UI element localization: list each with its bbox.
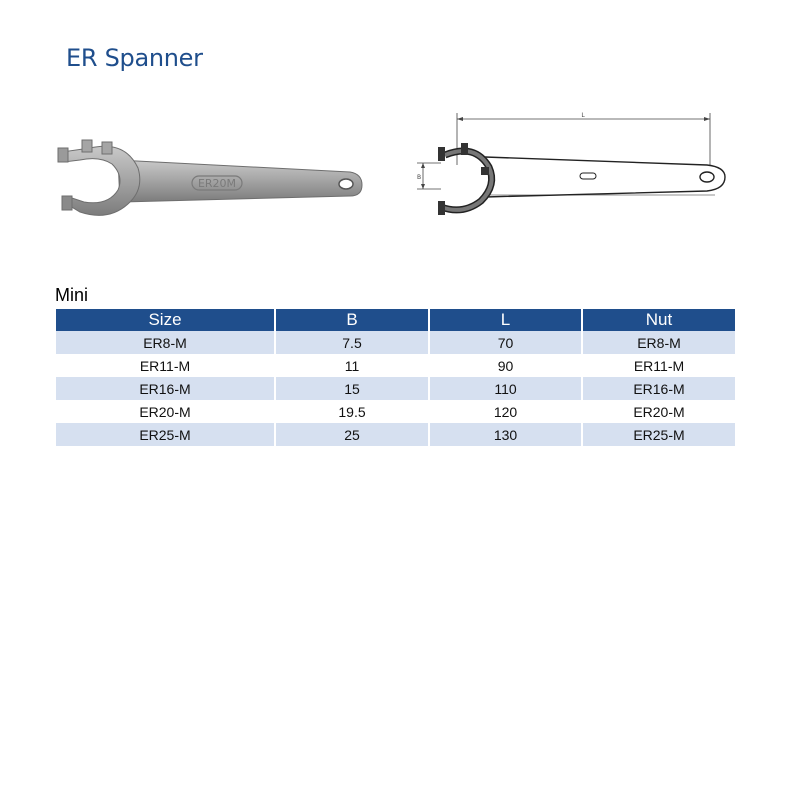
cell-l: 70 (429, 331, 582, 354)
cell-size: ER16-M (56, 377, 275, 400)
dim-length-label: L (581, 112, 585, 119)
spanner-photo (50, 130, 370, 230)
cell-size: ER20-M (56, 400, 275, 423)
cell-nut: ER8-M (582, 331, 735, 354)
cell-nut: ER11-M (582, 354, 735, 377)
cell-b: 7.5 (275, 331, 429, 354)
cell-l: 130 (429, 423, 582, 446)
cell-size: ER8-M (56, 331, 275, 354)
dim-width-label: B (416, 174, 422, 181)
header-l: L (429, 309, 582, 331)
header-nut: Nut (582, 309, 735, 331)
spec-table (56, 309, 735, 446)
table-row (56, 423, 735, 446)
cell-size: ER11-M (56, 354, 275, 377)
section-label-mini: Mini (55, 285, 89, 305)
page-title: ER Spanner (66, 44, 203, 72)
cell-b: 25 (275, 423, 429, 446)
cell-nut: ER20-M (582, 400, 735, 423)
engraving-label: ER20M (197, 177, 237, 190)
cell-b: 15 (275, 377, 429, 400)
table-row (56, 354, 735, 377)
cell-b: 19.5 (275, 400, 429, 423)
cell-size: ER25-M (56, 423, 275, 446)
cell-nut: ER25-M (582, 423, 735, 446)
table-row (56, 331, 735, 354)
cell-l: 120 (429, 400, 582, 423)
header-b: B (275, 309, 429, 331)
header-size: Size (56, 309, 275, 331)
cell-l: 110 (429, 377, 582, 400)
table-row (56, 400, 735, 423)
table-row (56, 377, 735, 400)
cell-nut: ER16-M (582, 377, 735, 400)
cell-b: 11 (275, 354, 429, 377)
spanner-technical-drawing (405, 105, 740, 225)
cell-l: 90 (429, 354, 582, 377)
table-header-row (56, 309, 735, 331)
